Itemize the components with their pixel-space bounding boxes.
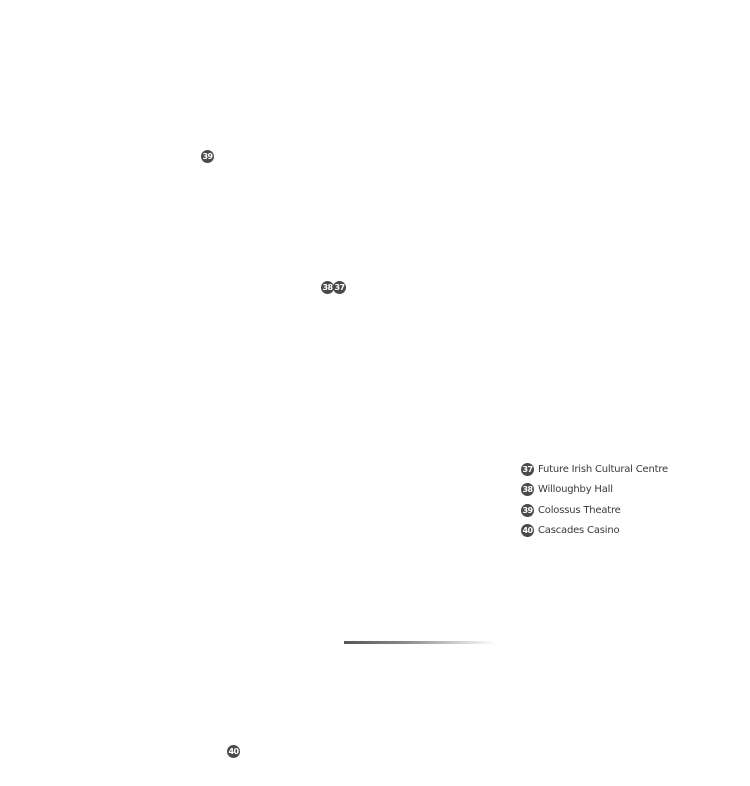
- legend-marker-icon: 38: [522, 485, 533, 494]
- legend-marker-icon: 37: [522, 464, 533, 474]
- legend-label: Willoughby Hall: [538, 484, 613, 495]
- legend-item-willoughby-hall[interactable]: [521, 483, 668, 497]
- legend-item-colossus-theatre[interactable]: [521, 503, 668, 517]
- legend-label: Future Irish Cultural Centre: [538, 463, 668, 475]
- map-marker-40[interactable]: 40: [228, 747, 239, 756]
- map-legend: [521, 462, 668, 544]
- legend-marker-icon: 40: [522, 526, 533, 535]
- map-marker-38[interactable]: 38: [322, 283, 333, 292]
- map-marker-37[interactable]: 37: [334, 283, 345, 292]
- legend-item-future-irish-cultural-centre[interactable]: [521, 462, 668, 476]
- map-marker-39[interactable]: 39: [202, 152, 213, 161]
- legend-marker-icon: 39: [522, 505, 533, 515]
- scale-bar: [344, 641, 496, 644]
- legend-item-cascades-casino[interactable]: [521, 524, 668, 538]
- legend-label: Cascades Casino: [538, 525, 620, 536]
- legend-label: Colossus Theatre: [538, 504, 621, 516]
